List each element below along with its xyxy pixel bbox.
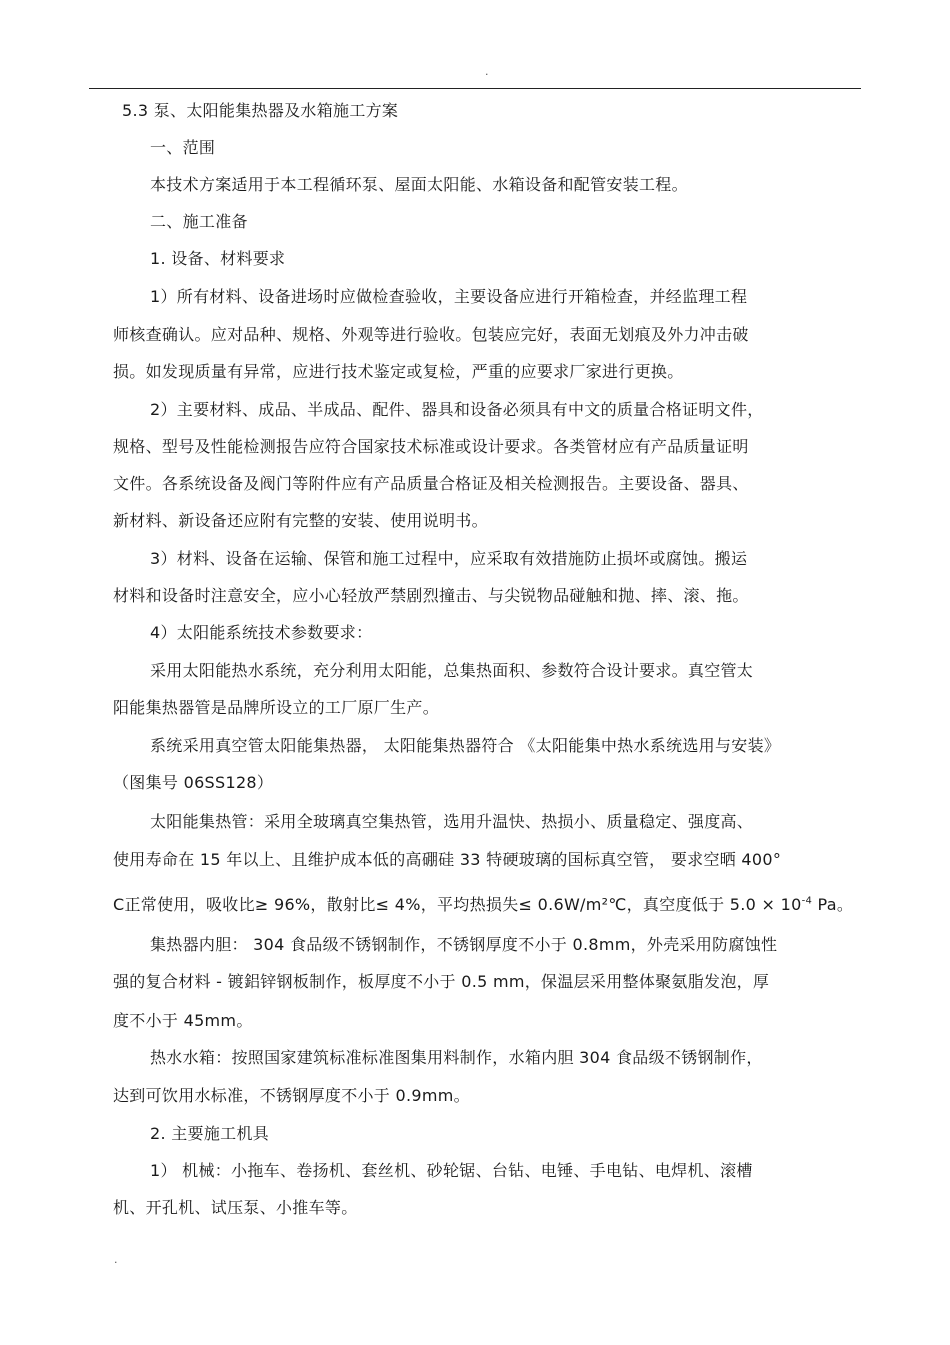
paragraph-line: 强的复合材料 - 镀鋁锌钢板制作，板厚度不小于 0.5 mm，保温层采用整体聚氨脂发泡，厚 <box>113 972 770 991</box>
paragraph-line: 太阳能集热管：采用全玻璃真空集热管，选用升温快、热损小、质量稳定、强度高、 <box>150 812 754 831</box>
header-mark: . <box>485 65 489 78</box>
paragraph-line: 2）主要材料、成品、半成品、配件、器具和设备必须具有中文的质量合格证明文件， <box>150 400 764 419</box>
subheading-tools: 2. 主要施工机具 <box>150 1124 270 1143</box>
paragraph-line: （图集号 06SS128） <box>113 773 274 792</box>
exponent: -4 <box>801 895 813 907</box>
paragraph-line: 规格、型号及性能检测报告应符合国家技术标准或设计要求。各类管材应有产品质量证明 <box>113 437 749 456</box>
paragraph-line: 使用寿命在 15 年以上、且维护成本低的高硼硅 33 特硬玻璃的国标真空管， 要求空晒 400° <box>113 850 782 869</box>
paragraph-line: 1） 机械：小拖车、卷扬机、套丝机、砂轮锯、台钻、电锤、手电钻、电焊机、滚槽 <box>150 1161 753 1180</box>
paragraph-line: 系统采用真空管太阳能集热器， 太阳能集热器符合 《太阳能集中热水系统选用与安装》 <box>150 736 781 755</box>
paragraph-line: 阳能集热器管是品牌所设立的工厂原厂生产。 <box>113 698 440 717</box>
spec-unit: Pa。 <box>812 895 854 914</box>
subheading-materials: 1. 设备、材料要求 <box>150 249 286 268</box>
heading-preparation: 二、施工准备 <box>150 212 248 231</box>
heading-scope: 一、范围 <box>150 138 216 157</box>
paragraph-line-spec <box>113 894 853 916</box>
header-rule <box>89 88 861 89</box>
footer-mark: . <box>114 1253 118 1266</box>
paragraph-line: 本技术方案适用于本工程循环泵、屋面太阳能、水箱设备和配管安装工程。 <box>150 175 688 194</box>
paragraph-line: 机、开孔机、试压泵、小推车等。 <box>113 1198 358 1217</box>
paragraph-line: 集热器内胆： 304 食品级不锈钢制作，不锈钢厚度不小于 0.8mm，外壳采用防腐蚀性 <box>150 935 778 954</box>
paragraph-line: 热水水箱：按照国家建筑标准标准图集用料制作，水箱内胆 304 食品级不锈钢制作， <box>150 1048 763 1067</box>
paragraph-line: 损。如发现质量有异常，应进行技术鉴定或复检，严重的应要求厂家进行更换。 <box>113 362 684 381</box>
paragraph-line: 1）所有材料、设备进场时应做检查验收，主要设备应进行开箱检查，并经监理工程 <box>150 287 748 306</box>
paragraph-line: 达到可饮用水标准，不锈钢厚度不小于 0.9mm。 <box>113 1086 470 1105</box>
paragraph-line: 文件。各系统设备及阀门等附件应有产品质量合格证及相关检测报告。主要设备、器具、 <box>113 474 749 493</box>
spec-text: C正常使用，吸收比≥ 96%，散射比≤ 4%，平均热损失≤ 0.6W/m²℃，真空度低于 5.0 × 10 <box>113 895 802 914</box>
paragraph-line: 材料和设备时注意安全，应小心轻放严禁剧烈撞击、与尖锐物品碰触和抛、摔、滚、拖。 <box>113 586 749 605</box>
paragraph-line: 3）材料、设备在运输、保管和施工过程中，应采取有效措施防止损坏或腐蚀。搬运 <box>150 549 748 568</box>
paragraph-line: 师核查确认。应对品种、规格、外观等进行验收。包装应完好，表面无划痕及外力冲击破 <box>113 325 749 344</box>
paragraph-line: 采用太阳能热水系统，充分利用太阳能，总集热面积、参数符合设计要求。真空管太 <box>150 661 754 680</box>
paragraph-line: 度不小于 45mm。 <box>113 1011 253 1030</box>
paragraph-line: 新材料、新设备还应附有完整的安装、使用说明书。 <box>113 511 488 530</box>
subheading-solar-params: 4）太阳能系统技术参数要求： <box>150 623 373 642</box>
section-title: 5.3 泵、太阳能集热器及水箱施工方案 <box>122 101 399 120</box>
